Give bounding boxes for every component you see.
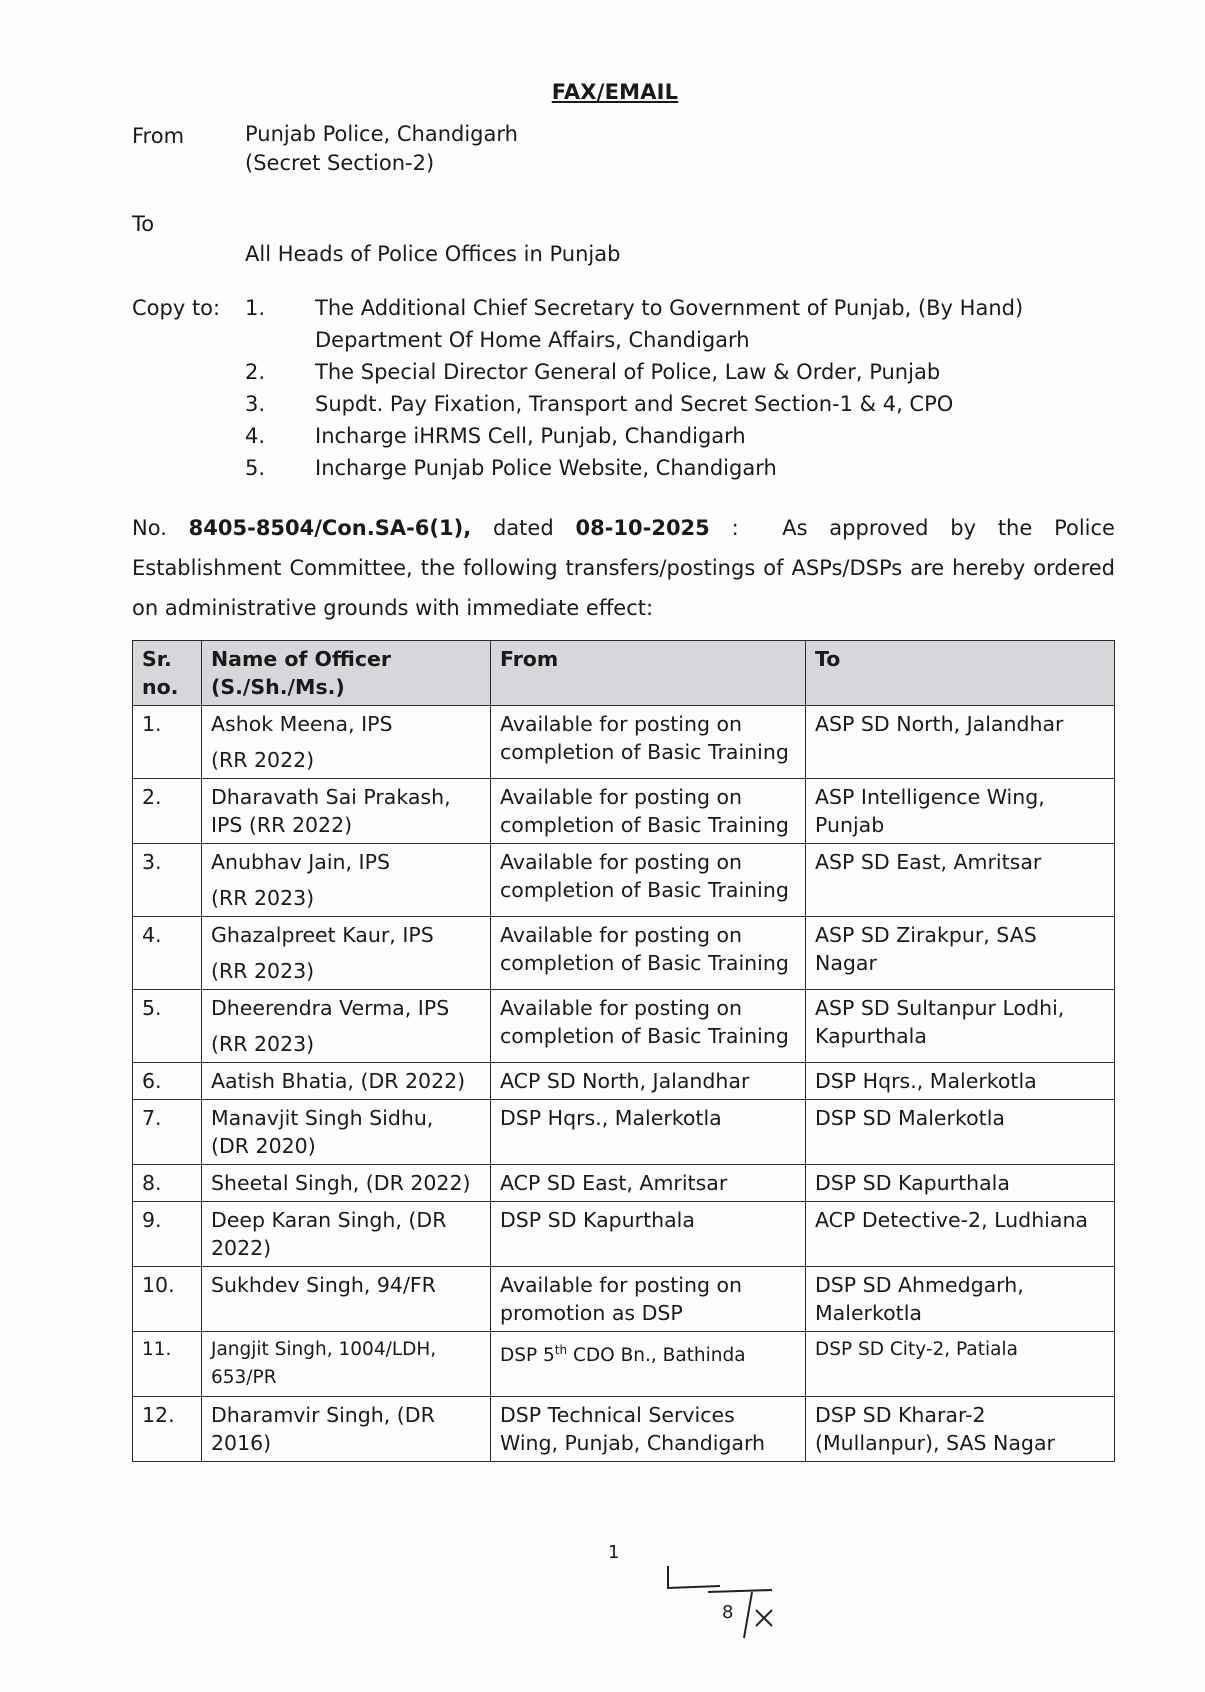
table-row — [133, 844, 1115, 917]
transfer-table — [132, 640, 1115, 1462]
order-body: As approved by the Police Establishment Committee, the following transfers/postings of ASPs/DSPs are hereby ordered on administrative grounds with immediate effect: — [132, 516, 1115, 620]
cell-officer-name: Aatish Bhatia, (DR 2022) — [202, 1063, 491, 1100]
cell-officer-name: Anubhav Jain, IPS (RR 2023) — [202, 844, 491, 917]
cell-officer-name: Ghazalpreet Kaur, IPS (RR 2023) — [202, 917, 491, 990]
to-value: All Heads of Police Offices in Punjab — [245, 242, 621, 266]
cell-officer-name: Dharamvir Singh, (DR 2016) — [202, 1397, 491, 1462]
cell-to: DSP Hqrs., Malerkotla — [806, 1063, 1115, 1100]
cell-to: ASP Intelligence Wing, Punjab — [806, 779, 1115, 844]
cell-officer-name: Sukhdev Singh, 94/FR — [202, 1267, 491, 1332]
table-row — [133, 779, 1115, 844]
cell-to: ASP SD East, Amritsar — [806, 844, 1115, 917]
to-label: To — [132, 212, 155, 236]
document-title: FAX/EMAIL — [551, 80, 679, 104]
from-line-1: Punjab Police, Chandigarh — [245, 122, 518, 146]
cell-from: Available for posting on completion of Basic Training — [491, 917, 806, 990]
cell-from: DSP Hqrs., Malerkotla — [491, 1100, 806, 1165]
order-date: 08-10-2025 — [575, 516, 710, 540]
table-row — [133, 990, 1115, 1063]
cell-sr: 5. — [133, 990, 202, 1063]
cell-to: ASP SD Sultanpur Lodhi, Kapurthala — [806, 990, 1115, 1063]
table-header-row — [133, 641, 1115, 706]
cell-sr: 2. — [133, 779, 202, 844]
cell-from: ACP SD East, Amritsar — [491, 1165, 806, 1202]
table-row — [133, 706, 1115, 779]
cell-from: DSP 5th CDO Bn., Bathinda — [491, 1332, 806, 1397]
cell-sr: 3. — [133, 844, 202, 917]
order-no-prefix: No. — [132, 516, 167, 540]
cell-sr: 6. — [133, 1063, 202, 1100]
cell-sr: 9. — [133, 1202, 202, 1267]
cell-sr: 7. — [133, 1100, 202, 1165]
cell-to: DSP SD Kharar-2 (Mullanpur), SAS Nagar — [806, 1397, 1115, 1462]
header-name: Name of Officer (S./Sh./Ms.) — [202, 641, 491, 706]
cell-from: DSP Technical Services Wing, Punjab, Chandigarh — [491, 1397, 806, 1462]
cell-sr: 8. — [133, 1165, 202, 1202]
cell-sr: 12. — [133, 1397, 202, 1462]
table-row — [133, 917, 1115, 990]
cell-to: ASP SD North, Jalandhar — [806, 706, 1115, 779]
cell-from: Available for posting on promotion as DSP — [491, 1267, 806, 1332]
cell-officer-name: Dheerendra Verma, IPS (RR 2023) — [202, 990, 491, 1063]
cell-to: DSP SD Ahmedgarh, Malerkotla — [806, 1267, 1115, 1332]
cell-officer-name: Manavjit Singh Sidhu, (DR 2020) — [202, 1100, 491, 1165]
header-to: To — [806, 641, 1115, 706]
order-number: 8405-8504/Con.SA-6(1), — [188, 516, 472, 540]
header-from: From — [491, 641, 806, 706]
cell-sr: 11. — [133, 1332, 202, 1397]
page-number: 1 — [608, 1542, 620, 1563]
table-row — [133, 1100, 1115, 1165]
table-row — [133, 1202, 1115, 1267]
table-row — [133, 1165, 1115, 1202]
cell-sr: 1. — [133, 706, 202, 779]
svg-text:8: 8 — [722, 1602, 734, 1623]
cell-sr: 4. — [133, 917, 202, 990]
from-label: From — [132, 124, 185, 148]
table-row — [133, 1332, 1115, 1397]
cell-sr: 10. — [133, 1267, 202, 1332]
order-separator: : — [731, 516, 739, 540]
cell-from: Available for posting on completion of Basic Training — [491, 844, 806, 917]
cell-to: DSP SD Malerkotla — [806, 1100, 1115, 1165]
cell-from: Available for posting on completion of Basic Training — [491, 990, 806, 1063]
cell-to: ACP Detective-2, Ludhiana — [806, 1202, 1115, 1267]
header-sr: Sr. no. — [133, 641, 202, 706]
order-dated-label: dated — [492, 516, 554, 540]
cell-officer-name: Ashok Meena, IPS (RR 2022) — [202, 706, 491, 779]
cell-to: DSP SD Kapurthala — [806, 1165, 1115, 1202]
cell-officer-name: Jangjit Singh, 1004/LDH, 653/PR — [202, 1332, 491, 1397]
cell-from: Available for posting on completion of Basic Training — [491, 779, 806, 844]
signature-mark-icon — [660, 1560, 810, 1660]
cell-to: ASP SD Zirakpur, SAS Nagar — [806, 917, 1115, 990]
table-row — [133, 1267, 1115, 1332]
signature — [660, 1560, 810, 1664]
order-paragraph — [132, 508, 1115, 628]
copy-to-label: Copy to: — [132, 296, 221, 320]
table-row — [133, 1397, 1115, 1462]
cell-officer-name: Sheetal Singh, (DR 2022) — [202, 1165, 491, 1202]
cell-from: DSP SD Kapurthala — [491, 1202, 806, 1267]
cell-from: Available for posting on completion of Basic Training — [491, 706, 806, 779]
cell-to: DSP SD City-2, Patiala — [806, 1332, 1115, 1397]
cell-from: ACP SD North, Jalandhar — [491, 1063, 806, 1100]
cell-officer-name: Deep Karan Singh, (DR 2022) — [202, 1202, 491, 1267]
from-line-2: (Secret Section-2) — [245, 151, 435, 175]
table-row — [133, 1063, 1115, 1100]
cell-officer-name: Dharavath Sai Prakash, IPS (RR 2022) — [202, 779, 491, 844]
